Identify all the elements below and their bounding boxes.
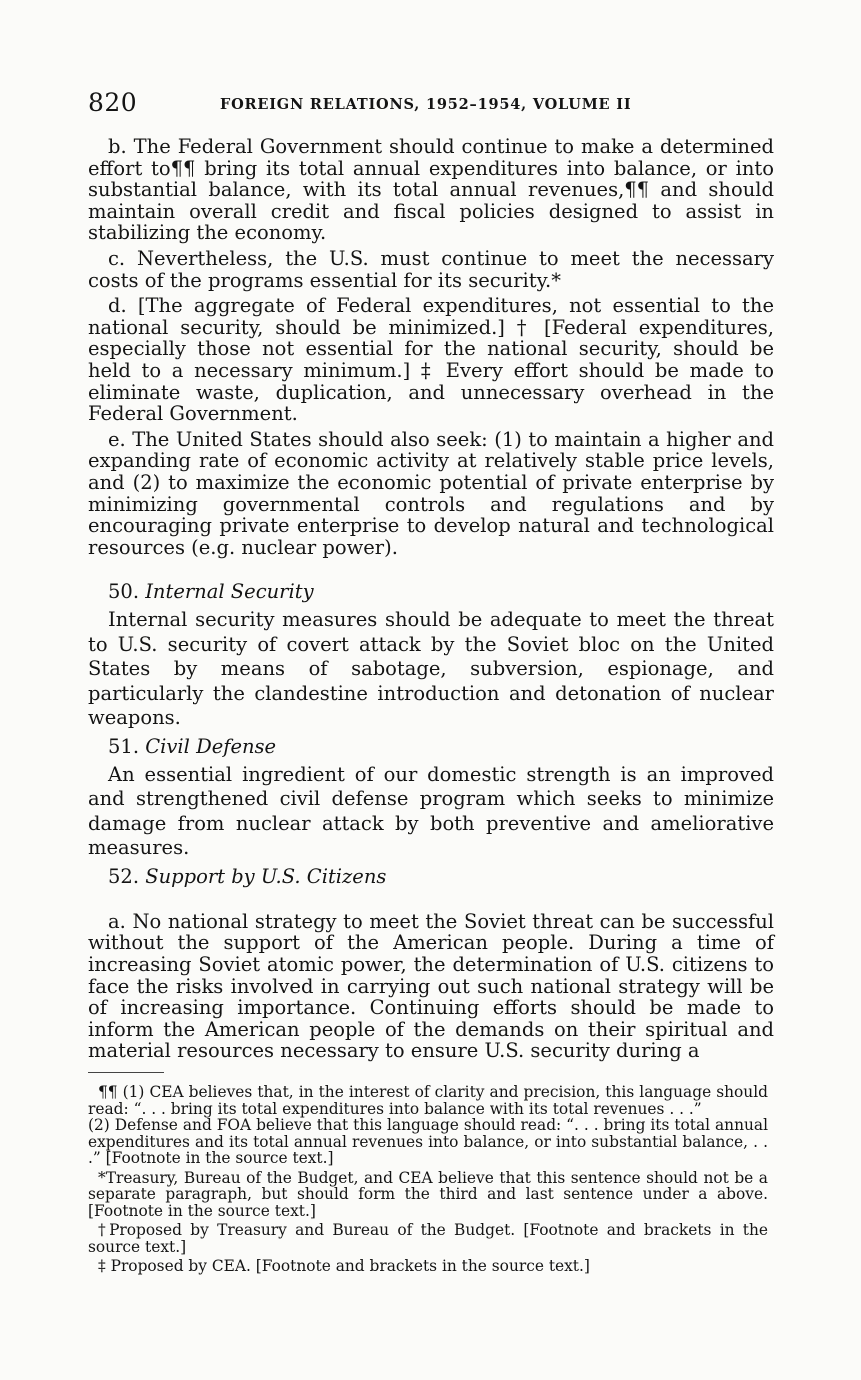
paragraph-e: e. The United States should also seek: (1) to maintain a higher and expanding rate of economic activity at relatively stable price levels, and (2) to maximize the economic potential of private enterprise by minimizing governmental controls and regulations and by encouraging private enterprise to develop natural and technological resources (e.g. nuclear power).	[88, 427, 774, 559]
section-title: Internal Security	[145, 580, 314, 604]
main-text	[88, 136, 774, 1062]
section-number: 50.	[108, 580, 140, 604]
footnote-asterisk: *Treasury, Bureau of the Budget, and CEA believe that this sentence should not be a separate paragraph, but should form the third and last sentence under a above. [Footnote in the source text.]	[88, 1168, 768, 1220]
paragraph-b: b. The Federal Government should continue to make a determined effort to¶¶ bring its total annual expenditures into balance, or into substantial balance, with its total annual revenues,¶¶ and should maintain overall credit and fiscal policies designed to assist in stabilizing the economy.	[88, 135, 774, 245]
section-heading-52	[88, 865, 774, 889]
page-header	[88, 88, 778, 122]
footnote-pilcrow-continued: (2) Defense and FOA believe that this language should read: “. . . bring its total annual expenditures and its total annual revenues into balance, or into substantial balance, . . .” [Footnote in the source text.]	[88, 1116, 768, 1167]
section-number: 52.	[108, 864, 140, 888]
page-number: 820	[88, 88, 138, 117]
section-heading-51	[88, 735, 774, 759]
footnote-dagger: †Proposed by Treasury and Bureau of the Budget. [Footnote and brackets in the source text.]	[88, 1221, 768, 1256]
footnote-pilcrow: ¶¶ (1) CEA believes that, in the interest of clarity and precision, this language should read: “. . . bring its total expenditures into balance with its total revenues . . .”	[88, 1083, 768, 1118]
section-heading-50	[88, 580, 774, 604]
running-title: FOREIGN RELATIONS, 1952–1954, VOLUME II	[220, 96, 632, 113]
paragraph-c: c. Nevertheless, the U.S. must continue to meet the necessary costs of the programs essential for its security.*	[88, 246, 774, 292]
section-title: Civil Defense	[145, 734, 277, 758]
paragraph-51: An essential ingredient of our domestic strength is an improved and strengthened civil defense program which seeks to minimize damage from nuclear attack by both preventive and ameliorative measures.	[88, 762, 774, 860]
section-number: 51.	[108, 734, 140, 758]
paragraph-d: d. [The aggregate of Federal expenditures, not essential to the national security, should be minimized.] † [Federal expenditures, especially those not essential for the national security, should be held to a necessary minimum.] ‡ Every effort should be made to eliminate waste, duplication, and unnecessary overhead in the Federal Government.	[88, 294, 774, 426]
footnote-divider	[88, 1072, 164, 1073]
footnote-double-dagger: ‡ Proposed by CEA. [Footnote and brackets in the source text.]	[98, 1257, 590, 1275]
paragraph-52a: a. No national strategy to meet the Soviet threat can be successful without the support of the American people. During a time of increasing Soviet atomic power, the determination of U.S. citizens to face the risks involved in carrying out such national strategy will be of increasing importance. Continuing efforts should be made to inform the American people of the demands on their spiritual and material resources necessary to ensure U.S. security during a	[88, 909, 774, 1063]
section-title: Support by U.S. Citizens	[145, 864, 387, 888]
footnotes	[88, 1084, 768, 1275]
paragraph-50: Internal security measures should be adequate to meet the threat to U.S. security of covert attack by the Soviet bloc on the United States by means of sabotage, subversion, espionage, and particularly the clandestine introduction and detonation of nuclear weapons.	[88, 608, 774, 730]
